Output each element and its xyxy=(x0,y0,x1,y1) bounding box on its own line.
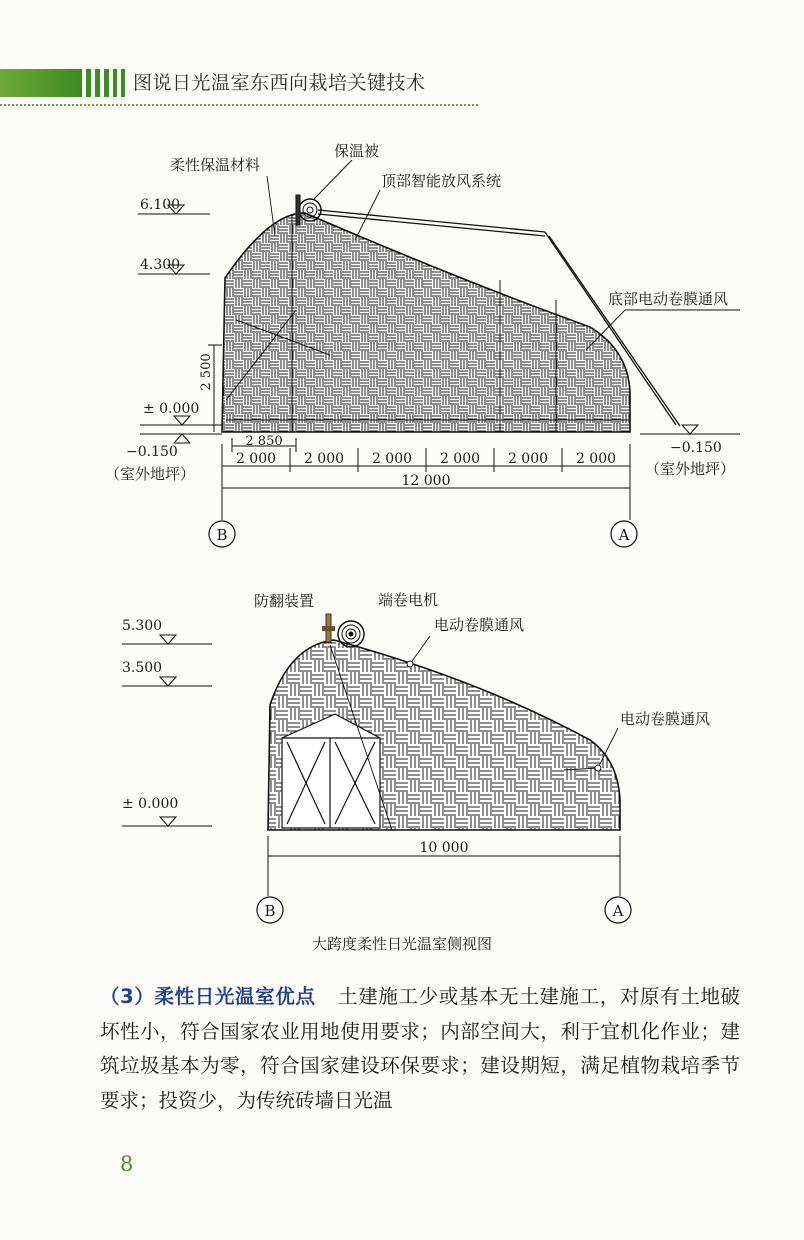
figure1-structure-outline xyxy=(222,213,630,432)
figure1-outdoor-ground-left: （室外地坪） xyxy=(105,465,196,483)
figure2-vent-point-1 xyxy=(407,661,413,667)
figure2-anti-flip-icon xyxy=(322,614,335,642)
figure1-dim-seg: 2 000 xyxy=(371,451,413,467)
figure1-elev-neg0150-left: −0.150 xyxy=(126,444,178,460)
figure1-elev-0000: ± 0.000 xyxy=(143,401,200,417)
figure1-label-bottom-vent: 底部电动卷膜通风 xyxy=(608,290,729,308)
figure1-label-top-vent: 顶部智能放风系统 xyxy=(381,172,502,190)
figure1-dim-2850: 2 850 xyxy=(245,434,283,449)
figure1-axis-a: A xyxy=(618,526,630,544)
figure2-label-anti-flip: 防翻装置 xyxy=(254,592,315,610)
section-heading: （3）柔性日光温室优点 xyxy=(100,985,316,1008)
figure1-outdoor-ground-right: （室外地坪） xyxy=(645,460,736,478)
figure1-label-flexible-material: 柔性保温材料 xyxy=(170,156,261,174)
figure1-elev-4300: 4.300 xyxy=(140,257,181,273)
figure1-axis-b: B xyxy=(216,526,228,544)
figure1-dim-seg: 2 000 xyxy=(575,451,617,467)
figure2-label-end-motor: 端卷电机 xyxy=(378,591,439,609)
figure2-door xyxy=(282,714,380,828)
figure2-elev-5300: 5.300 xyxy=(122,618,163,634)
figure1-dim-height: 2 500 xyxy=(199,353,214,391)
figure2-label-vent-2: 电动卷膜通风 xyxy=(620,710,711,728)
figure1-dim-seg: 2 000 xyxy=(235,451,277,467)
figure1-dim-total: 12 000 xyxy=(401,473,451,489)
figure2-axis-b: B xyxy=(264,902,276,920)
figure1-dim-seg: 2 000 xyxy=(303,451,345,467)
figure2-elev-3500: 3.500 xyxy=(122,660,163,676)
figure2-elev-0000: ± 0.000 xyxy=(122,796,179,812)
figure1-dim-seg: 2 000 xyxy=(439,451,481,467)
figure1-label-quilt: 保温被 xyxy=(334,142,380,160)
header-title: 图说日光温室东西向栽培关键技术 xyxy=(133,72,426,94)
figure2-greenhouse-end-view xyxy=(122,591,710,923)
paragraph-text: 土建施工少或基本无土建施工，对原有土地破坏性小，符合国家农业用地使用要求；内部空间大，利于宜机化作业；建筑垃圾基本为零，符合国家建设环保要求；建设期短，满足植物栽培季节要求；投资少，为传统砖墙日光温 xyxy=(100,985,740,1112)
figure2-dim-total: 10 000 xyxy=(419,840,469,856)
figure2-vent-point-2 xyxy=(595,765,601,771)
figure-caption: 大跨度柔性日光温室侧视图 xyxy=(311,935,492,953)
figure1-elev-6100: 6.100 xyxy=(140,197,181,213)
figure2-motor-icon xyxy=(338,621,364,647)
figure1-elev-neg0150-right: −0.150 xyxy=(670,440,722,456)
page-number: 8 xyxy=(120,1152,134,1176)
figure2-label-vent-1: 电动卷膜通风 xyxy=(434,616,525,634)
body-paragraph xyxy=(100,980,740,1118)
figure1-greenhouse-section xyxy=(105,142,740,547)
figure2-axis-a: A xyxy=(612,902,624,920)
figure1-dim-seg: 2 000 xyxy=(507,451,549,467)
